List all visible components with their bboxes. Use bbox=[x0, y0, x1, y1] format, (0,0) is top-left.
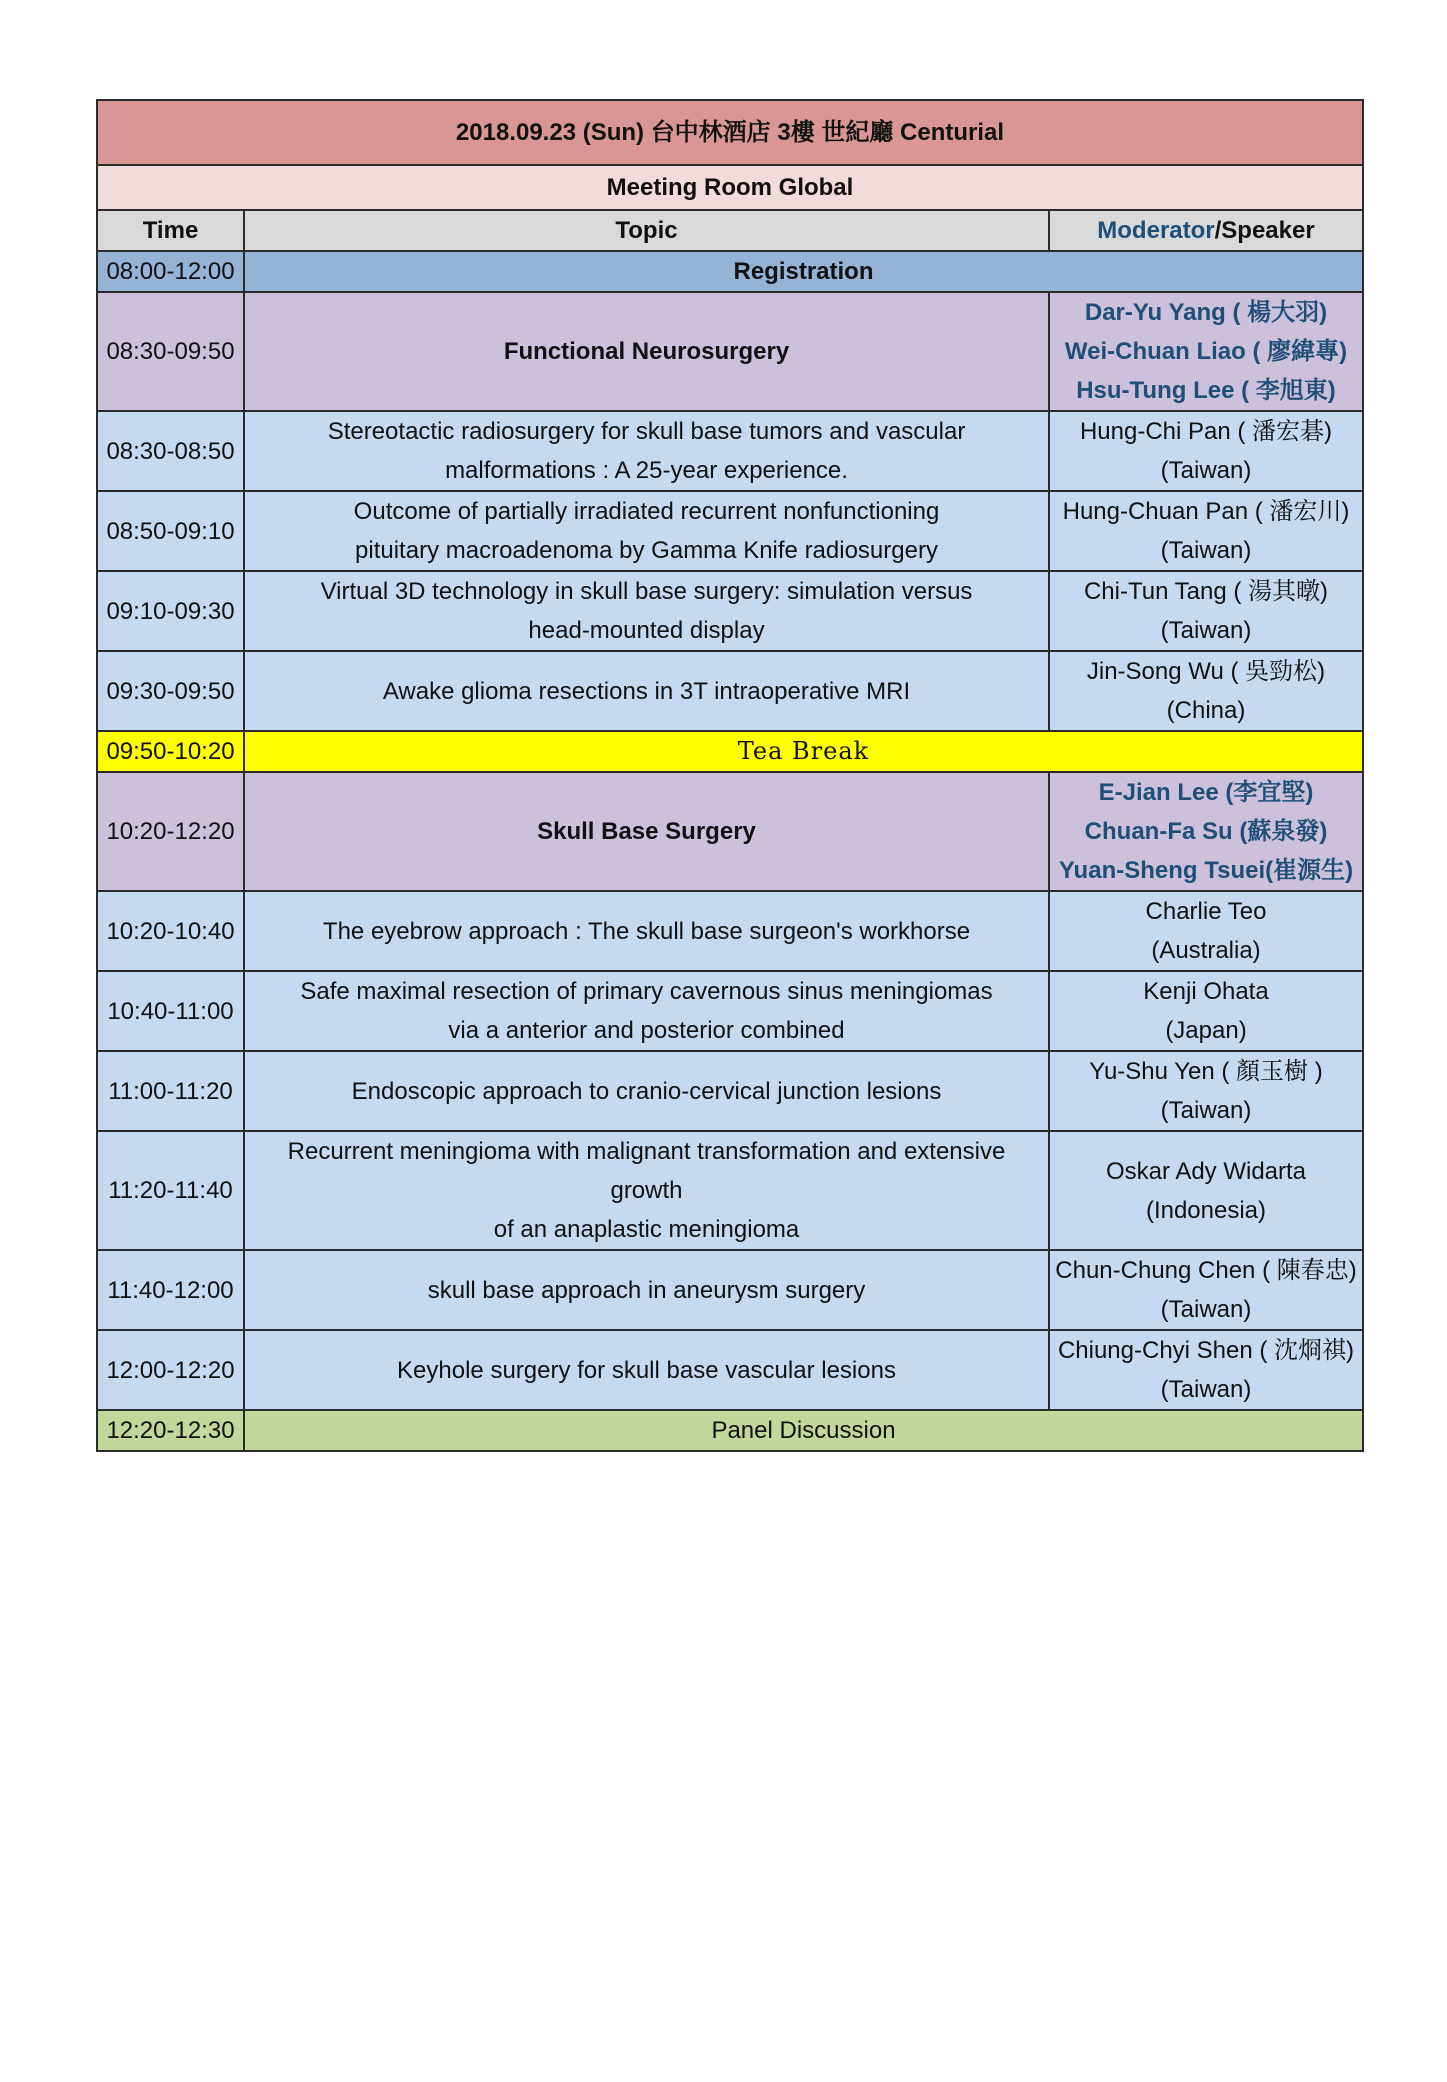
talk-row bbox=[97, 1051, 1363, 1131]
session-time: 08:30-09:50 bbox=[97, 292, 244, 411]
column-header-speaker bbox=[1049, 210, 1363, 251]
title-row bbox=[97, 100, 1363, 165]
talk-topic bbox=[244, 411, 1049, 491]
speaker-name: Hung-Chi Pan ( 潘宏碁) bbox=[1079, 418, 1333, 445]
talk-topic-line: Endoscopic approach to cranio-cervical junction lesions bbox=[351, 1077, 942, 1105]
talk-topic-line: of an anaplastic meningioma bbox=[493, 1216, 800, 1243]
moderator-label: Moderator bbox=[1097, 217, 1215, 244]
talk-time: 10:20-10:40 bbox=[97, 891, 244, 971]
speaker-country: (Taiwan) bbox=[1160, 1376, 1252, 1403]
talk-speaker bbox=[1049, 891, 1363, 971]
speaker-country: (Indonesia) bbox=[1145, 1196, 1267, 1224]
talk-speaker bbox=[1049, 651, 1363, 731]
speaker-name: Jin-Song Wu ( 吳勁松) bbox=[1086, 658, 1326, 685]
talk-speaker bbox=[1049, 571, 1363, 651]
talk-time: 08:50-09:10 bbox=[97, 491, 244, 571]
speaker-name: Chiung-Chyi Shen ( 沈烱祺) bbox=[1057, 1337, 1355, 1364]
panel-discussion-row bbox=[97, 1410, 1363, 1451]
talk-time: 11:40-12:00 bbox=[97, 1250, 244, 1330]
talk-topic bbox=[244, 1051, 1049, 1131]
session-moderators bbox=[1049, 772, 1363, 891]
room-name: Meeting Room Global bbox=[97, 165, 1363, 210]
tea-break-row bbox=[97, 731, 1363, 772]
session-title: Skull Base Surgery bbox=[244, 772, 1049, 891]
talk-time: 08:30-08:50 bbox=[97, 411, 244, 491]
talk-topic bbox=[244, 891, 1049, 971]
speaker-name: Charlie Teo bbox=[1145, 898, 1267, 925]
speaker-country: (Taiwan) bbox=[1160, 537, 1252, 564]
moderator-name: Hsu-Tung Lee ( 李旭東) bbox=[1076, 377, 1336, 404]
speaker-name: Oskar Ady Widarta bbox=[1105, 1157, 1307, 1185]
registration-row bbox=[97, 251, 1363, 292]
talk-speaker bbox=[1049, 1250, 1363, 1330]
session-row-functional bbox=[97, 292, 1363, 411]
page-title: 2018.09.23 (Sun) 台中林酒店 3樓 世紀廳 Centurial bbox=[97, 100, 1363, 165]
session-time: 10:20-12:20 bbox=[97, 772, 244, 891]
moderator-name: Dar-Yu Yang ( 楊大羽) bbox=[1084, 299, 1328, 326]
schedule-table bbox=[96, 99, 1364, 1452]
speaker-name: Chun-Chung Chen ( 陳春忠) bbox=[1055, 1257, 1357, 1284]
speaker-country: (Australia) bbox=[1151, 937, 1261, 964]
speaker-name: Chi-Tun Tang ( 湯其暾) bbox=[1083, 578, 1329, 605]
talk-row bbox=[97, 571, 1363, 651]
talk-time: 09:30-09:50 bbox=[97, 651, 244, 731]
column-header-row bbox=[97, 210, 1363, 251]
tea-break-time: 09:50-10:20 bbox=[97, 731, 244, 772]
talk-topic-line: Virtual 3D technology in skull base surgery: simulation versus bbox=[320, 578, 973, 605]
talk-topic bbox=[244, 651, 1049, 731]
session-row-skull-base bbox=[97, 772, 1363, 891]
talk-topic-line: pituitary macroadenoma by Gamma Knife radiosurgery bbox=[355, 537, 938, 564]
speaker-country: (Taiwan) bbox=[1160, 457, 1252, 484]
talk-topic bbox=[244, 1330, 1049, 1410]
room-row bbox=[97, 165, 1363, 210]
talk-row bbox=[97, 971, 1363, 1051]
talk-speaker bbox=[1049, 491, 1363, 571]
talk-speaker bbox=[1049, 411, 1363, 491]
talk-time: 11:00-11:20 bbox=[97, 1051, 244, 1131]
registration-label: Registration bbox=[244, 251, 1363, 292]
talk-topic bbox=[244, 1131, 1049, 1250]
talk-topic-line: head-mounted display bbox=[528, 617, 765, 644]
talk-speaker bbox=[1049, 1131, 1363, 1250]
speaker-name: Hung-Chuan Pan ( 潘宏川) bbox=[1062, 498, 1350, 525]
talk-topic bbox=[244, 1250, 1049, 1330]
talk-topic-line: The eyebrow approach : The skull base surgeon's workhorse bbox=[322, 917, 971, 945]
speaker-name: Yu-Shu Yen ( 顏玉樹 ) bbox=[1089, 1058, 1323, 1085]
moderator-name: Wei-Chuan Liao ( 廖緯專) bbox=[1064, 338, 1348, 365]
session-moderators bbox=[1049, 292, 1363, 411]
talk-speaker bbox=[1049, 1051, 1363, 1131]
moderator-name: Chuan-Fa Su (蘇泉發) bbox=[1084, 818, 1328, 845]
talk-row bbox=[97, 891, 1363, 971]
speaker-country: (Taiwan) bbox=[1160, 1097, 1252, 1124]
talk-topic bbox=[244, 491, 1049, 571]
column-header-topic: Topic bbox=[244, 210, 1049, 251]
talk-row bbox=[97, 1250, 1363, 1330]
speaker-country: (China) bbox=[1166, 697, 1246, 724]
column-header-time: Time bbox=[97, 210, 244, 251]
talk-row bbox=[97, 1330, 1363, 1410]
speaker-country: (Taiwan) bbox=[1160, 1296, 1252, 1323]
panel-label: Panel Discussion bbox=[244, 1410, 1363, 1451]
talk-topic bbox=[244, 571, 1049, 651]
talk-topic-line: Stereotactic radiosurgery for skull base tumors and vascular bbox=[327, 418, 966, 445]
talk-row bbox=[97, 491, 1363, 571]
talk-topic-line: skull base approach in aneurysm surgery bbox=[427, 1276, 866, 1304]
talk-topic-line: malformations : A 25-year experience. bbox=[445, 457, 848, 484]
talk-topic-line: Recurrent meningioma with malignant transformation and extensive growth bbox=[287, 1138, 1006, 1204]
talk-topic bbox=[244, 971, 1049, 1051]
talk-topic-line: Outcome of partially irradiated recurrent nonfunctioning bbox=[353, 498, 940, 525]
talk-time: 12:00-12:20 bbox=[97, 1330, 244, 1410]
talk-topic-line: via a anterior and posterior combined bbox=[448, 1017, 845, 1044]
moderator-name: Yuan-Sheng Tsuei(崔源生) bbox=[1058, 857, 1354, 884]
moderator-name: E-Jian Lee (李宜堅) bbox=[1098, 779, 1314, 806]
talk-time: 11:20-11:40 bbox=[97, 1131, 244, 1250]
talk-speaker bbox=[1049, 971, 1363, 1051]
speaker-name: Kenji Ohata bbox=[1143, 978, 1269, 1005]
talk-topic-line: Awake glioma resections in 3T intraoperative MRI bbox=[382, 677, 911, 705]
talk-row bbox=[97, 411, 1363, 491]
talk-row bbox=[97, 1131, 1363, 1250]
registration-time: 08:00-12:00 bbox=[97, 251, 244, 292]
tea-break-label: Tea Break bbox=[244, 731, 1363, 772]
talk-topic-line: Keyhole surgery for skull base vascular lesions bbox=[397, 1356, 896, 1384]
talk-row bbox=[97, 651, 1363, 731]
speaker-country: (Japan) bbox=[1165, 1017, 1247, 1044]
panel-time: 12:20-12:30 bbox=[97, 1410, 244, 1451]
talk-topic-line: Safe maximal resection of primary cavernous sinus meningiomas bbox=[300, 978, 993, 1005]
talk-time: 10:40-11:00 bbox=[97, 971, 244, 1051]
session-title: Functional Neurosurgery bbox=[244, 292, 1049, 411]
speaker-country: (Taiwan) bbox=[1160, 617, 1252, 644]
talk-speaker bbox=[1049, 1330, 1363, 1410]
talk-time: 09:10-09:30 bbox=[97, 571, 244, 651]
speaker-label: /Speaker bbox=[1214, 217, 1315, 244]
